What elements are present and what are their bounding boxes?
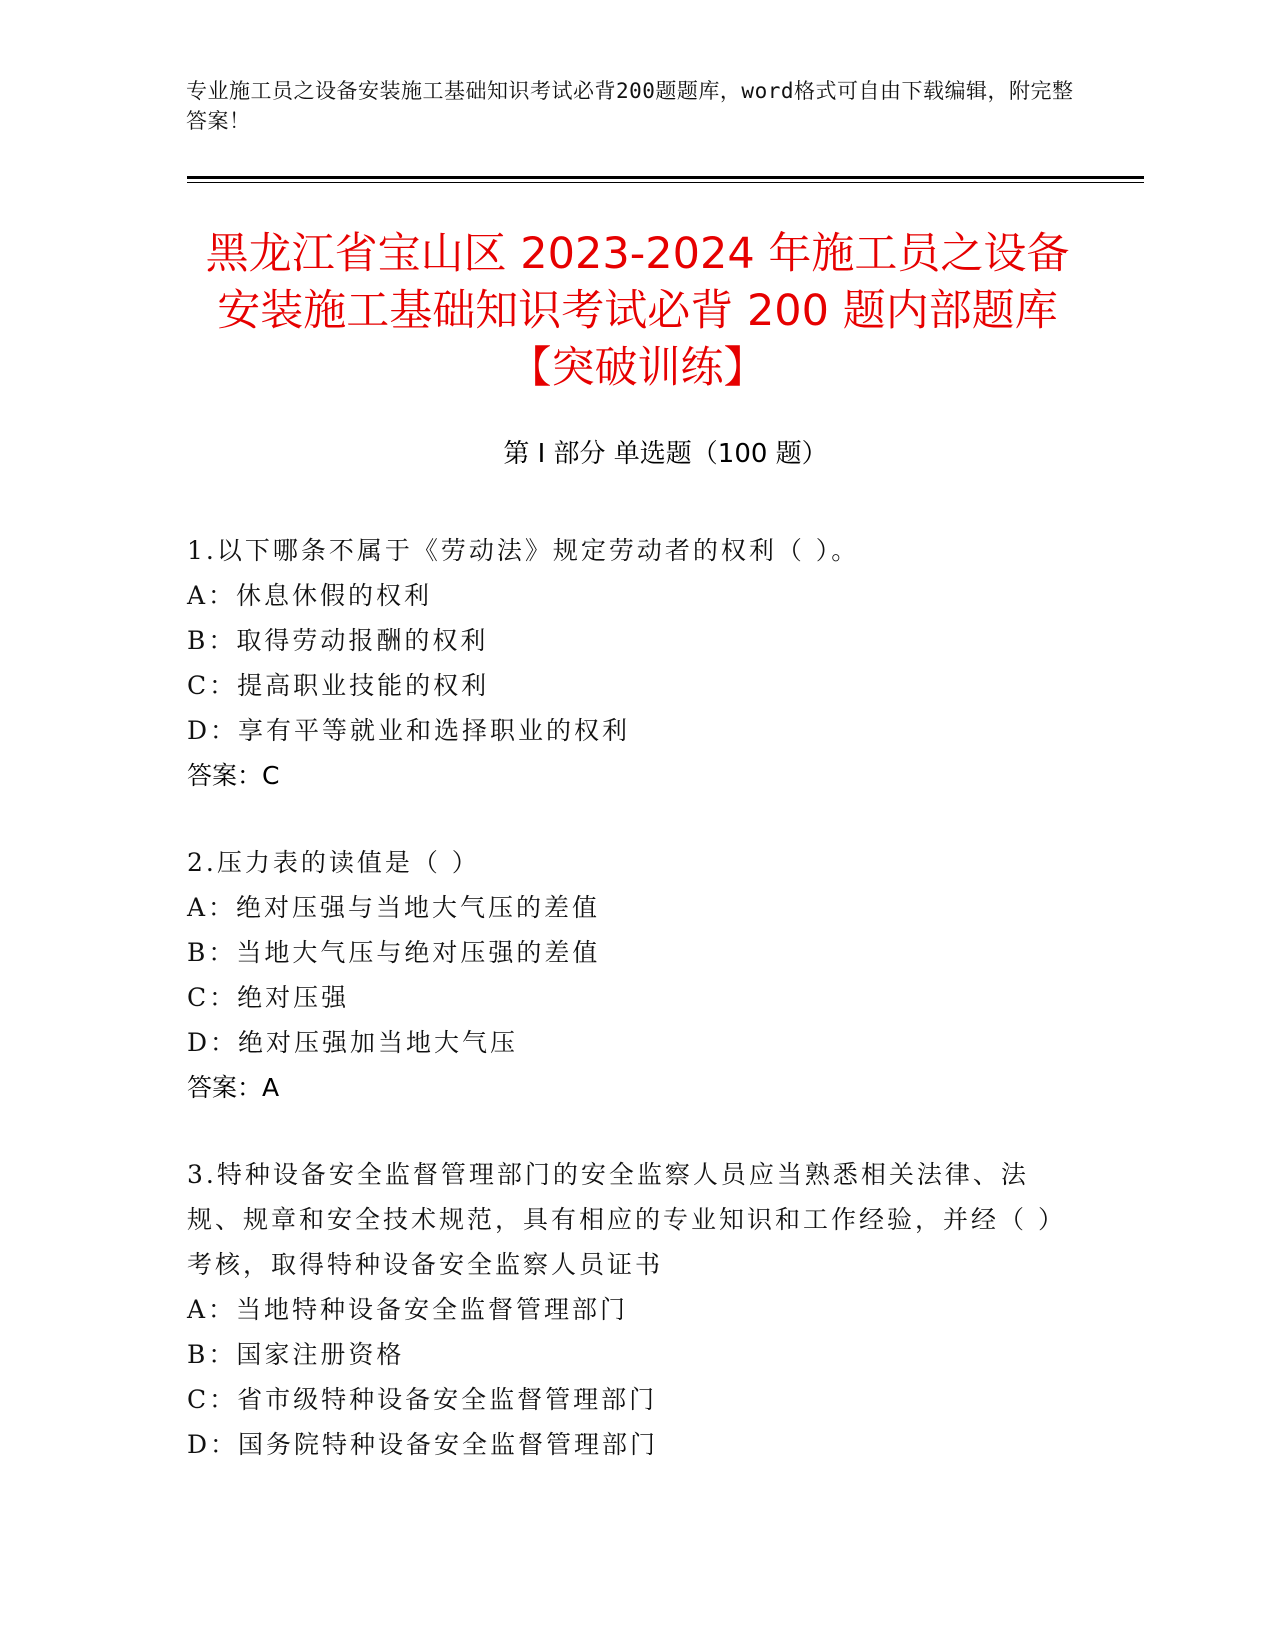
option-c: C：绝对压强: [187, 983, 350, 1012]
answer: 答案：A: [187, 1073, 280, 1102]
question-stem: 3.特种设备安全监督管理部门的安全监察人员应当熟悉相关法律、法规、规章和安全技术规范，具有相应的专业知识和工作经验，并经（ ）考核，取得特种设备安全监察人员证书: [187, 1160, 1066, 1279]
option-b: B：当地大气压与绝对压强的差值: [187, 938, 601, 967]
question-3: [187, 1152, 1067, 1467]
option-c: C：提高职业技能的权利: [187, 671, 490, 700]
section-title: 第 I 部分 单选题（100 题）: [503, 439, 828, 469]
header-divider-thin: [187, 182, 1144, 183]
header-divider-thick: [187, 176, 1144, 179]
question-list: [187, 528, 1067, 1509]
question-stem: 1.以下哪条不属于《劳动法》规定劳动者的权利（ ）。: [187, 536, 860, 565]
option-d: D：国务院特种设备安全监督管理部门: [187, 1430, 659, 1459]
document-title: [130, 226, 1145, 397]
question-stem: 2.压力表的读值是（ ）: [187, 848, 480, 877]
answer: 答案：C: [187, 761, 280, 790]
option-d: D：享有平等就业和选择职业的权利: [187, 716, 631, 745]
question-2: [187, 840, 1067, 1110]
option-d: D：绝对压强加当地大气压: [187, 1028, 519, 1057]
document-title-line-1: 黑龙江省宝山区 2023-2024 年施工员之设备: [205, 229, 1070, 279]
option-a: A：休息休假的权利: [187, 581, 433, 610]
header-note: 专业施工员之设备安装施工基础知识考试必背200题题库，word格式可自由下载编辑，附完整答案！: [186, 79, 1074, 133]
option-c: C：省市级特种设备安全监督管理部门: [187, 1385, 658, 1414]
option-b: B：取得劳动报酬的权利: [187, 626, 489, 655]
document-title-line-3: 【突破训练】: [508, 343, 767, 393]
option-a: A：当地特种设备安全监督管理部门: [187, 1295, 629, 1324]
document-title-line-2: 安装施工基础知识考试必背 200 题内部题库: [217, 286, 1058, 336]
option-a: A：绝对压强与当地大气压的差值: [187, 893, 601, 922]
option-b: B：国家注册资格: [187, 1340, 405, 1369]
question-1: [187, 528, 1067, 798]
